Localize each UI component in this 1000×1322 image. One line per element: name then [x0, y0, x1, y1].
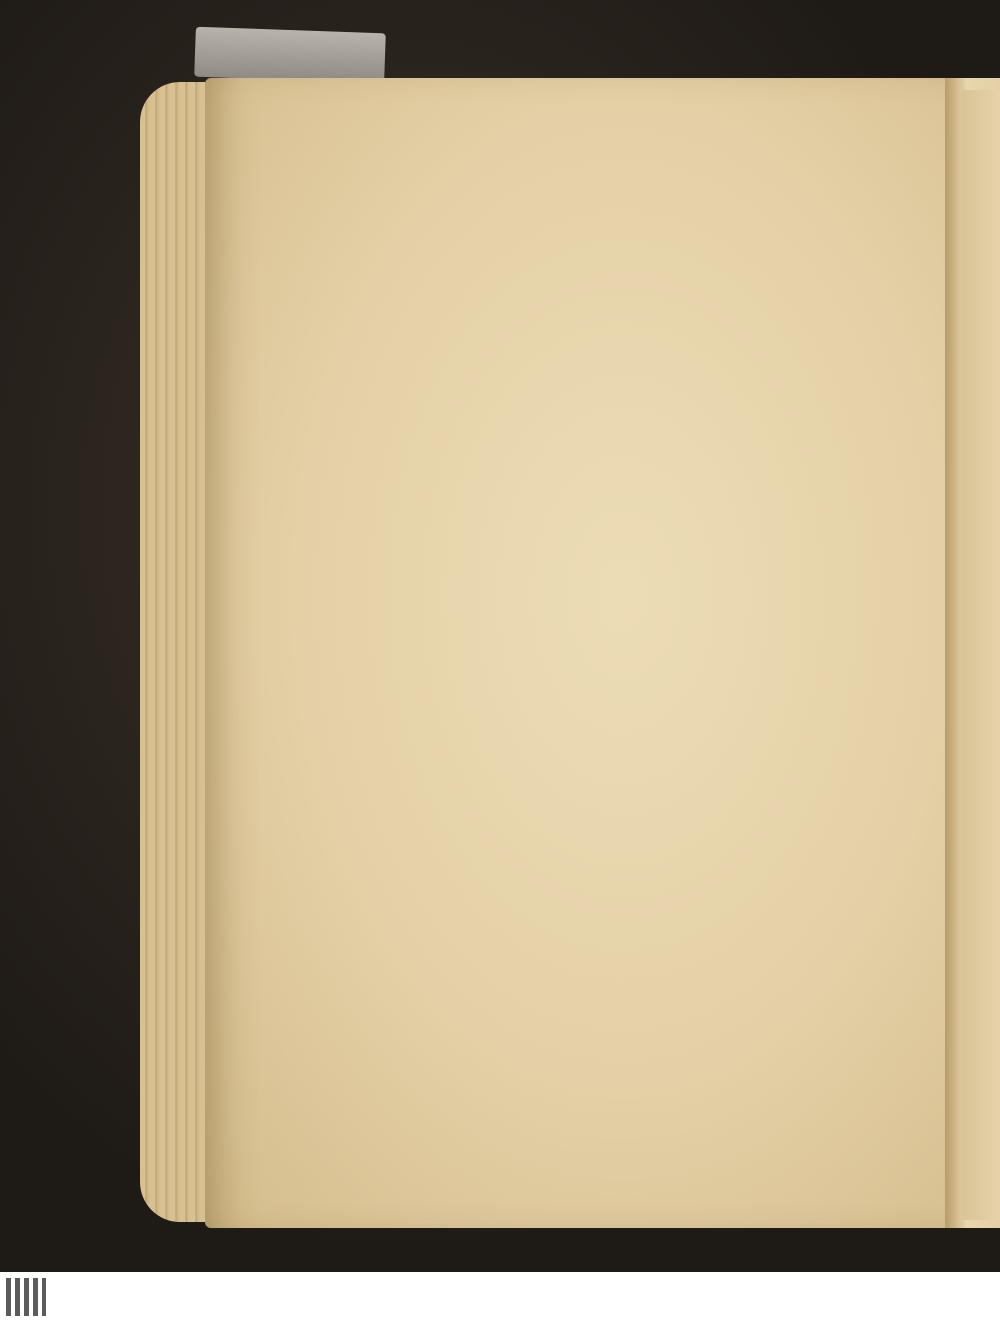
book-page: [205, 78, 965, 1228]
library-logo-icon: [6, 1278, 46, 1316]
facing-page-edge: [962, 90, 1000, 1220]
chapter-heading: [370, 366, 875, 402]
book-spine-edge: [194, 27, 386, 84]
decorated-initial: [370, 404, 430, 476]
library-footer: [0, 1272, 1000, 1322]
page-header: [370, 128, 870, 168]
